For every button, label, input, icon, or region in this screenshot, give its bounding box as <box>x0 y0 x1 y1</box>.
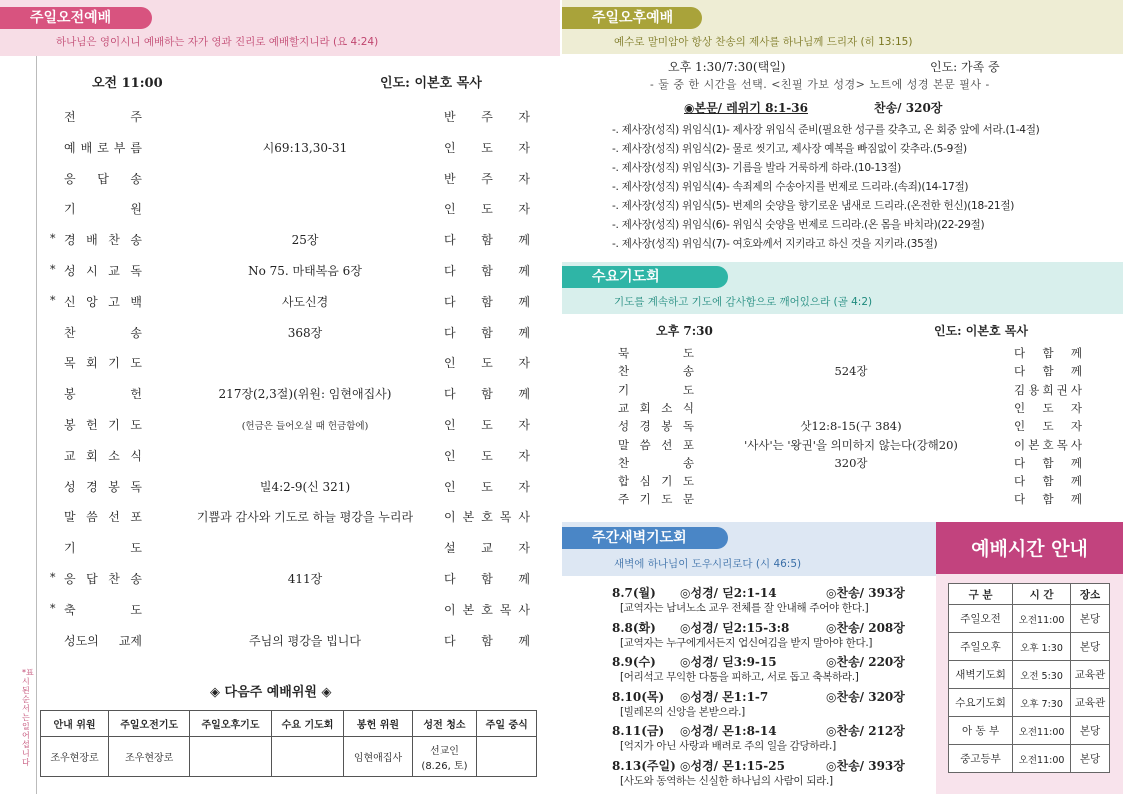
wed-detail: 삿12:8-15(구 384) <box>800 419 902 434</box>
schedule-cell: 오전11:00 <box>1013 605 1071 633</box>
wed-label: 말 씀 선 포 <box>618 437 694 452</box>
dawn-day: 8.13(주일) <box>612 758 676 773</box>
next-week-header: 안내 위원 <box>41 711 109 737</box>
order-detail: 25장 <box>291 233 319 248</box>
order-detail: 사도신경 <box>281 294 329 309</box>
order-label: 기 원 <box>64 202 142 217</box>
next-week-value: 조우현장로 <box>41 737 109 777</box>
schedule-cell: 본당 <box>1071 745 1110 773</box>
schedule-cell: 오후 1:30 <box>1013 633 1071 661</box>
order-leader: 인 도 자 <box>444 202 530 217</box>
dawn-text: ◎성경/ 몬1:15-25 <box>680 758 785 773</box>
dawn-hymn: ◎찬송/ 212장 <box>826 724 905 738</box>
wed-leader-cell: 다 함 께 <box>1014 364 1082 379</box>
outline-line: -. 제사장(성직) 위임식(7)- 여호와께서 지키라고 하신 것을 지키라.(35절) <box>612 238 938 250</box>
dawn-text: ◎성경/ 몬1:8-14 <box>680 724 777 738</box>
wed-label: 합 심 기 도 <box>618 474 694 489</box>
dawn-day: 8.9(수) <box>612 655 656 669</box>
next-week-table <box>40 710 537 777</box>
wed-detail: '사사'는 '왕권'을 의미하지 않는다(강해20) <box>744 437 958 452</box>
order-leader: 다 함 께 <box>444 233 530 248</box>
schedule-cell: 오전11:00 <box>1013 717 1071 745</box>
schedule-cell: 교육관 <box>1071 661 1110 689</box>
schedule-cell: 새벽기도회 <box>949 661 1013 689</box>
wed-label: 찬 송 <box>618 364 694 379</box>
dawn-text: ◎성경/ 딛3:9-15 <box>680 655 777 669</box>
left-margin-line <box>36 56 37 794</box>
schedule-header: 시 간 <box>1013 584 1071 605</box>
schedule-row <box>949 661 1110 689</box>
schedule-cell: 오전 5:30 <box>1013 661 1071 689</box>
schedule-header: 구 분 <box>949 584 1013 605</box>
order-leader: 다 함 께 <box>444 572 530 586</box>
wed-leader-cell: 인 도 자 <box>1014 419 1082 434</box>
standing-mark: * <box>50 232 56 246</box>
order-leader: 이 본 호 목 사 <box>444 602 530 617</box>
order-leader: 다 함 께 <box>444 325 530 340</box>
next-week-header: 수요 기도회 <box>271 711 344 737</box>
wed-label: 찬 송 <box>618 455 694 470</box>
order-leader: 반 주 자 <box>444 171 530 186</box>
schedule-cell: 본당 <box>1071 633 1110 661</box>
outline-line: -. 제사장(성직) 위임식(1)- 제사장 위임식 준비(필요한 성구를 갖추고, 온 회중 앞에 서라.(1-4절) <box>612 124 1040 136</box>
order-label: 응 답 찬 송 <box>64 572 142 586</box>
wed-leader-cell: 다 함 께 <box>1014 455 1082 470</box>
schedule-row <box>949 745 1110 773</box>
standing-note: *표시된 순서는 일어섭니다 <box>22 668 34 767</box>
dawn-text: ◎성경/ 몬1:1-7 <box>680 689 769 704</box>
sunday-pm-leader: 인도: 가족 중 <box>930 60 1000 74</box>
order-leader: 다 함 께 <box>444 633 530 648</box>
order-detail: 주님의 평강을 빕니다 <box>249 633 361 648</box>
dawn-hymn: ◎찬송/ 320장 <box>826 689 905 704</box>
schedule-row <box>949 633 1110 661</box>
order-leader: 인 도 자 <box>444 479 530 494</box>
order-leader: 인 도 자 <box>444 448 530 463</box>
order-leader: 다 함 께 <box>444 387 530 402</box>
order-label: 전 주 <box>64 110 142 124</box>
schedule-cell: 오전11:00 <box>1013 745 1071 773</box>
order-label: 봉 헌 <box>64 387 142 402</box>
schedule-row <box>949 689 1110 717</box>
order-leader: 반 주 자 <box>444 110 530 124</box>
wed-label: 기 도 <box>618 382 694 397</box>
sunday-pm-note: - 둘 중 한 시간을 선택. <친필 가보 성경> 노트에 성경 본문 필사 - <box>650 78 990 91</box>
order-label: 기 도 <box>64 541 142 556</box>
outline-line: -. 제사장(성직) 위임식(5)- 번제의 숫양을 향기로운 냄새로 드리라.(온전한 헌신)(18-21절) <box>612 200 1015 212</box>
next-week-value: 선교인 (8.26, 토) <box>412 737 477 777</box>
order-label: 경 배 찬 송 <box>64 233 142 248</box>
outline-line: -. 제사장(성직) 위임식(6)- 위임식 숫양을 번제로 드리라.(온 몸을 바치라)(22-29절) <box>612 219 985 231</box>
order-leader: 설 교 자 <box>444 541 530 556</box>
dawn-hymn: ◎찬송/ 220장 <box>826 655 905 669</box>
schedule-header: 장소 <box>1071 584 1110 605</box>
wed-label: 교 회 소 식 <box>618 400 694 415</box>
wed-label: 묵 도 <box>618 346 694 360</box>
wed-detail: 524장 <box>834 364 868 379</box>
wed-leader-cell: 김 용 희 권 사 <box>1014 382 1082 397</box>
order-label: 찬 송 <box>64 325 142 340</box>
wed-leader: 인도: 이본호 목사 <box>934 324 1028 338</box>
schedule-row <box>949 605 1110 633</box>
order-label: 봉 헌 기 도 <box>64 418 142 432</box>
schedule-cell: 주일오전 <box>949 605 1013 633</box>
dawn-note: [억지가 아닌 사랑과 배려로 주의 일을 감당하라.] <box>620 740 836 752</box>
order-detail: 368장 <box>287 325 323 340</box>
order-label: 축 도 <box>64 602 142 617</box>
dawn-verse: 새벽에 하나님이 도우시리로다 (시 46:5) <box>614 558 802 570</box>
schedule-title: 예배시간 안내 <box>971 538 1088 560</box>
dawn-note: [빌레몬의 신앙을 본받으라.] <box>620 705 745 718</box>
order-label: 성 시 교 독 <box>64 264 142 278</box>
order-label: 신 앙 고 백 <box>64 294 142 309</box>
sunday-pm-text: ◉본문/ 레위기 8:1-36 <box>684 101 808 115</box>
schedule-cell: 본당 <box>1071 717 1110 745</box>
wed-detail: 320장 <box>834 455 868 470</box>
order-leader: 다 함 께 <box>444 264 530 278</box>
sunday-pm-title: 주일오후예배 <box>562 7 702 29</box>
wed-leader-cell: 다 함 께 <box>1014 492 1082 507</box>
wed-verse: 기도를 계속하고 기도에 감사함으로 깨어있으라 (골 4:2) <box>614 296 873 308</box>
next-week-header: 주일오후기도 <box>190 711 271 737</box>
order-detail: 217장(2,3절)(위원: 임현애집사) <box>218 387 392 402</box>
dawn-text: ◎성경/ 딛2:1-14 <box>680 586 777 600</box>
wed-label: 성 경 봉 독 <box>618 419 694 434</box>
dawn-hymn: ◎찬송/ 393장 <box>826 758 905 773</box>
dawn-text: ◎성경/ 딛2:15-3:8 <box>680 620 790 635</box>
dawn-note: [교역자는 누구에게서든지 업신여김을 받지 말아야 한다.] <box>620 636 873 649</box>
next-week-value: 임현애집사 <box>344 737 412 777</box>
order-leader: 인 도 자 <box>444 356 530 371</box>
schedule-cell: 수요기도회 <box>949 689 1013 717</box>
order-leader: 다 함 께 <box>444 294 530 309</box>
dawn-note: [교역자는 남녀노소 교우 전체를 잘 안내해 주어야 한다.] <box>620 602 869 614</box>
next-week-header: 주일 중식 <box>477 711 537 737</box>
wed-leader-cell: 다 함 께 <box>1014 346 1082 360</box>
schedule-row <box>949 717 1110 745</box>
outline-line: -. 제사장(성직) 위임식(4)- 속죄제의 수송아지를 번제로 드리라.(속죄)(14-17절) <box>612 181 969 193</box>
order-label: 말 씀 선 포 <box>64 510 142 525</box>
dawn-day: 8.8(화) <box>612 620 656 635</box>
order-detail: 411장 <box>287 572 323 586</box>
standing-mark: * <box>50 571 56 584</box>
dawn-day: 8.7(월) <box>612 586 656 600</box>
standing-mark: * <box>50 601 56 615</box>
order-leader: 이 본 호 목 사 <box>444 510 530 525</box>
schedule-cell: 아 동 부 <box>949 717 1013 745</box>
next-week-header: 성전 청소 <box>412 711 477 737</box>
next-week-header: 주일오전기도 <box>109 711 190 737</box>
wed-title: 수요기도회 <box>562 266 728 288</box>
wed-time: 오후 7:30 <box>656 324 713 338</box>
next-week-value: 조우현장로 <box>109 737 190 777</box>
dawn-hymn: ◎찬송/ 393장 <box>826 586 905 600</box>
schedule-cell: 주일오후 <box>949 633 1013 661</box>
order-leader: 인 도 자 <box>444 418 530 432</box>
schedule-cell: 중고등부 <box>949 745 1013 773</box>
sunday-am-time: 오전 11:00 <box>92 76 163 91</box>
order-detail: No 75. 마태복음 6장 <box>248 264 362 278</box>
sunday-pm-verse: 예수로 말미암아 항상 찬송의 제사를 하나님께 드리자 (히 13:15) <box>614 36 913 48</box>
order-label: 성 경 봉 독 <box>64 479 142 494</box>
sunday-am-title: 주일오전예배 <box>0 7 152 29</box>
next-week-value <box>190 737 271 777</box>
order-label: 예 배 로 부 름 <box>64 140 142 155</box>
schedule-table <box>948 583 1110 773</box>
order-label: 교 회 소 식 <box>64 448 142 463</box>
order-label: 성도의 교제 <box>64 633 142 648</box>
dawn-title: 주간새벽기도회 <box>562 527 728 549</box>
outline-line: -. 제사장(성직) 위임식(3)- 기름을 발라 거룩하게 하라.(10-13절) <box>612 162 901 174</box>
order-detail: 시69:13,30-31 <box>262 140 348 155</box>
next-week-value <box>477 737 537 777</box>
standing-mark: * <box>50 293 56 307</box>
dawn-note: [어리석고 무익한 다툼을 피하고, 서로 돕고 축복하라.] <box>620 671 859 683</box>
next-week-value <box>271 737 344 777</box>
wed-leader-cell: 다 함 께 <box>1014 474 1082 489</box>
standing-mark: * <box>50 263 56 276</box>
order-detail: 빌4:2-9(신 321) <box>259 479 351 494</box>
sunday-am-verse: 하나님은 영이시니 예배하는 자가 영과 진리로 예배할지니라 (요 4:24) <box>56 36 379 48</box>
next-week-header: 봉헌 위원 <box>344 711 412 737</box>
outline-line: -. 제사장(성직) 위임식(2)- 물로 씻기고, 제사장 예복을 빠짐없이 갖추라.(5-9절) <box>612 143 967 155</box>
order-label: 목 회 기 도 <box>64 356 142 371</box>
order-detail: (헌금은 들어오실 때 헌금함에) <box>241 421 369 432</box>
wed-leader-cell: 이 본 호 목 사 <box>1014 437 1082 452</box>
sunday-pm-time: 오후 1:30/7:30(택일) <box>668 60 786 74</box>
wed-label: 주 기 도 문 <box>618 492 694 507</box>
schedule-cell: 본당 <box>1071 605 1110 633</box>
wed-leader-cell: 인 도 자 <box>1014 400 1082 415</box>
order-label: 응 답 송 <box>64 171 142 186</box>
dawn-day: 8.10(목) <box>612 689 665 704</box>
next-week-title: ◈ 다음주 예배위원 ◈ <box>210 685 332 700</box>
schedule-cell: 오후 7:30 <box>1013 689 1071 717</box>
sunday-am-leader: 인도: 이본호 목사 <box>380 76 482 91</box>
order-leader: 인 도 자 <box>444 140 530 155</box>
schedule-cell: 교육관 <box>1071 689 1110 717</box>
dawn-hymn: ◎찬송/ 208장 <box>826 620 905 635</box>
dawn-note: [사도와 동역하는 신실한 하나님의 사람이 되라.] <box>620 774 833 787</box>
dawn-day: 8.11(금) <box>612 724 665 738</box>
sunday-pm-hymn: 찬송/ 320장 <box>874 101 943 115</box>
order-detail: 기쁨과 감사와 기도로 하늘 평강을 누리라 <box>196 510 414 525</box>
